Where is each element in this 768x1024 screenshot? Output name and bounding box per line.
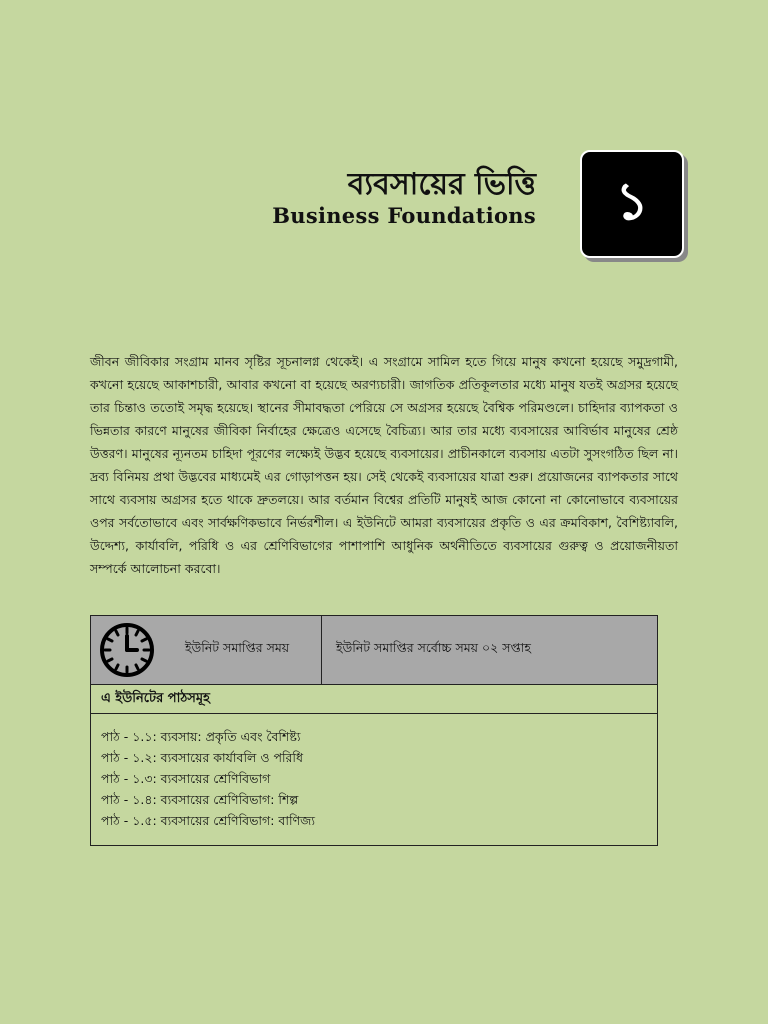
chapter-title-english: Business Foundations [272, 203, 536, 228]
list-item: পাঠ - ১.৪: ব্যবসায়ের শ্রেণিবিভাগ: শিল্প [101, 792, 299, 807]
list-item: পাঠ - ১.১: ব্যবসায়: প্রকৃতি এবং বৈশিষ্ট্য [101, 729, 301, 744]
lessons-header: এ ইউনিটের পাঠসমূহ [91, 685, 657, 714]
clock-icon [99, 622, 155, 678]
unit-time-row [91, 616, 657, 685]
unit-info-table [90, 615, 658, 846]
unit-time-label: ইউনিট সমাপ্তির সময় [185, 640, 290, 655]
intro-paragraph: জীবন জীবিকার সংগ্রাম মানব সৃষ্টির সূচনালগ্ন থেকেই। এ সংগ্রামে সামিল হতে গিয়ে মানুষ কখনো হয়েছে সমুদ্রগামী, কখনো হয়েছে আকাশচারী, আবার কখনো বা হয়েছে অরণ্যচারী। জাগতিক প্রতিকূলতার মধ্যে মানুষ যতই অগ্রসর হয়েছে তার চিন্তাও ততোই সমৃদ্ধ হয়েছে। স্থানের সীমাবদ্ধতা পেরিয়ে সে অগ্রসর হয়েছে বৈশ্বিক পরিমণ্ডলে। চাহিদার ব্যাপকতা ও ভিন্নতার কারণে মানুষের জীবিকা নির্বাহের ক্ষেত্রেও এসেছে বৈচিত্র্য। আর তার মধ্যে ব্যবসায়ের আবির্ভাব মানুষের শ্রেষ্ঠ উত্তরণ। মানুষের ন্যূনতম চাহিদা পূরণের লক্ষ্যেই উদ্ভব হয়েছে ব্যবসায়ের। প্রাচীনকালে ব্যবসায় এতটা সুসংগঠিত ছিল না। দ্রব্য বিনিময় প্রথা উদ্ভবের মাধ্যমেই এর গোড়াপত্তন হয়। সেই থেকেই ব্যবসায়ের যাত্রা শুরু। প্রয়োজনের ব্যাপকতার সাথে সাথে ব্যবসায় অগ্রসর হতে থাকে দ্রুতলয়ে। আর বর্তমান বিশ্বের প্রতিটি মানুষই আজ কোনো না কোনোভাবে ব্যবসায়ের ওপর সর্বতোভাবে এবং সার্বক্ষণিকভাবে নির্ভরশীল। এ ইউনিটে আমরা ব্যবসায়ের প্রকৃতি ও এর ক্রমবিকাশ, বৈশিষ্ট্যাবলি, উদ্দেশ্য, কার্যাবলি, পরিধি ও এর শ্রেণিবিভাগের পাশাপাশি আধুনিক অর্থনীতিতে ব্যবসায়ের গুরুত্ব ও প্রয়োজনীয়তা সম্পর্কে আলোচনা করবো। [90, 354, 678, 576]
unit-time-cell [91, 616, 322, 684]
chapter-title-bengali: ব্যবসায়ের ভিত্তি [347, 167, 536, 202]
chapter-number-badge: ১ [580, 150, 684, 258]
list-item: পাঠ - ১.২: ব্যবসায়ের কার্যাবলি ও পরিধি [101, 750, 304, 765]
list-item: পাঠ - ১.৩: ব্যবসায়ের শ্রেণিবিভাগ [101, 771, 271, 786]
list-item: পাঠ - ১.৫: ব্যবসায়ের শ্রেণিবিভাগ: বাণিজ্য [101, 813, 315, 828]
lessons-list [91, 714, 657, 845]
unit-duration-text: ইউনিট সমাপ্তির সর্বোচ্চ সময় ০২ সপ্তাহ [336, 640, 531, 655]
